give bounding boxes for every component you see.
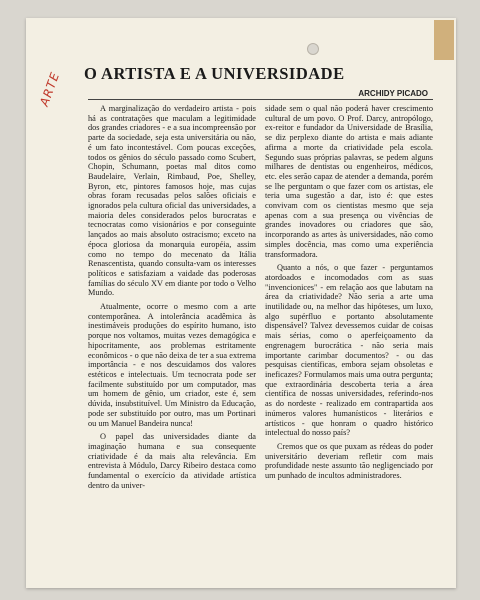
article-title: O ARTISTA E A UNIVERSIDADE [84,64,345,83]
paragraph: Quanto a nós, o que fazer - perguntamos atordoados e incomodados com as suas "invencionices" - em relação aos que labutam na área da criatividade? Não seria a arte uma inutilidade ou, na melhor das hipóteses, um luxo, algo supérfluo e portanto absolutamente dispensável? Talvez devessemos cuidar de coisas mais sérias, como o aperfeiçoamento da engrenagem burocrática - não seria mais importante carimbar documentos? - ou das pesquisas científicas, embora sejam obsoletas e ineficazes? Formulamos mais uma outra pergunta; que extraordinária descoberta teria a área científica de nossas universidades, referindo-nos as do nordeste - realizado em contrapartida aos inúmeros valores humanísticos - literários e artísticos - que honram o quadro histórico intelectual do nosso país? [265,263,433,438]
paragraph: O papel das universidades diante da imaginação humana e sua consequente criatividade é da mais alta relevância. Em entrevista à Módulo, Darcy Ribeiro destaca como fundamental o exercício da atividade artística dentro da univer- [88,432,256,490]
handwritten-annotation: ARTE [37,69,63,109]
title-rule [88,99,433,100]
right-column [265,104,433,485]
punch-hole [307,43,319,55]
paragraph: Atualmente, ocorre o mesmo com a arte contemporânea. A intolerância acadêmica às inestimáveis produções do espírito humano, isto porque nos voltamos, muitas vezes demagógica e hipocritamente, aos problemas estritamente econômicos - o que não deixa de ter a sua extrema importância - e nos descuidamos dos valores estéticos e intelectuais. Um tecnocrata pode ser facilmente substituído por um computador, mas um homem de gênio, um criador, este é, sem dúvida, insubstituível. Um Ministro da Educação, pode ser substituído por outro, mas um Portinari ou um Manuel Bandeira nunca! [88,302,256,428]
article-author: ARCHIDY PICADO [358,89,428,98]
left-column [88,104,256,494]
paragraph: A marginalização do verdadeiro artista - pois há as contratações que maculam a legitimidade dos grandes criadores - e a sua incompreensão por parte da sociedade, seja esta universitária ou não, é um fato incontestável. Com poucas exceções, todos os gênios do século passado como Scubert, Chopin, Schumann, poetas mal ditos como Baudelaire, Verlain, Rimbaud, Poe, Shelley, Byron, etc, pintores famosos hoje, mas cujas obras foram recusadas pelos salões oficiais e ignorados pela cultura oficial das universidades, a maioria deles considerados pelos burocratas e tecnocratas como visionários e por conseguinte lançados ao mais absoluto ostracismo; exceto na época gloriosa da monarquia européia, assim como no tempo do mecenato da Itália Renascentista, quando consulta-vam os interesses políticos e satisfaziam a vaidade das poderosas famílias do século XV em diante por todo o Velho Mundo. [88,104,256,298]
paragraph: sidade sem o qual não poderá haver crescimento cultural de um povo. O Prof. Darcy, antropólogo, ex-reitor e fundador da Universidade de Brasília, se diz perplexo diante do artista e mais adiante afirma a morte da criatividade pela escola. Segundo suas próprias palavras, se pedem alguns milhares de dentistas ou engenheiros, médicos, etc. eles serão capaz de atender a demanda, porém se lhe perguntam o que fazer com os artistas, ele teria uma sugestão a dar, isto é: que estes convivam com os cientistas mesmo que seja apenas com a sua presença ou vivências de grandes inovadores ou criadores que são, incorporando as artes às universidades, não como simples docência, mas como uma experiência transformadora. [265,104,433,259]
tape-strip [434,20,454,60]
paragraph: Cremos que os que puxam as rédeas do poder universitário deveriam refletir com mais profundidade neste assunto tão negligenciado por um punhado de incultos administradores. [265,441,433,481]
